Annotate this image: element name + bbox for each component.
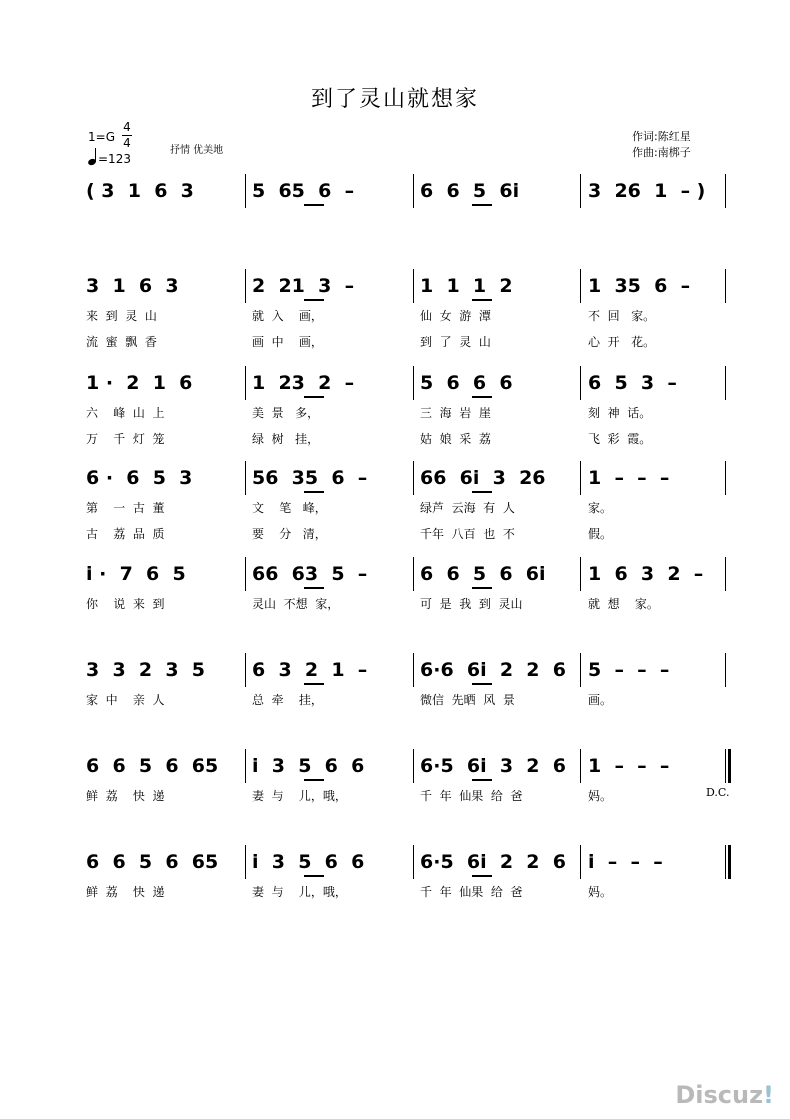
measure-notes: 56 35 6 – [252, 467, 368, 489]
barline [725, 461, 726, 495]
lyric-line-1: 画。 [588, 693, 613, 707]
measure-notes: 1 – – – [588, 755, 670, 777]
lyric-line-1: 千 年 仙果 给 爸 [420, 789, 523, 803]
score-system [0, 275, 790, 355]
beam-line [304, 396, 324, 398]
lyric-line-1: 妻 与 儿，哦， [252, 789, 347, 803]
measure-notes: 3 26 1 – ) [588, 180, 706, 202]
barline [245, 366, 246, 400]
barline [245, 174, 246, 208]
measure-notes: 5 – – – [588, 659, 670, 681]
composer-credit: 作曲:南梆子 [632, 146, 691, 159]
barline [413, 749, 414, 783]
lyric-line-1: 鲜 荔 快 递 [86, 885, 165, 899]
score-system [0, 659, 790, 739]
time-signature-bottom: 4 [123, 136, 131, 150]
watermark [675, 1081, 774, 1109]
measure-notes: 6 6 5 6i [420, 180, 520, 202]
lyric-line-2: 要 分 清， [252, 527, 327, 541]
measure-notes: 66 6i 3 26 [420, 467, 546, 489]
tempo-marking [88, 148, 131, 166]
watermark-mark: ! [763, 1081, 774, 1109]
beam-line [472, 299, 492, 301]
lyric-line-1: 总 牵 挂， [252, 693, 323, 707]
quarter-note-icon [88, 148, 98, 166]
lyric-line-1: 家。 [588, 501, 613, 515]
measure-notes: 2 21 3 – [252, 275, 355, 297]
measure-notes: 6 3 2 1 – [252, 659, 368, 681]
lyric-line-1: 第 一 古 董 [86, 501, 165, 515]
barline [725, 845, 726, 879]
barline [580, 461, 581, 495]
barline [580, 366, 581, 400]
beam-line [304, 875, 324, 877]
lyricist-credit: 作词:陈红星 [632, 130, 691, 143]
measure-notes: 1 · 2 1 6 [86, 372, 193, 394]
barline [245, 557, 246, 591]
measure-notes: i 3 5 6 6 [252, 851, 365, 873]
measure-notes: 3 1 6 3 [86, 275, 179, 297]
watermark-text: Discuz [675, 1081, 764, 1109]
lyric-line-1: 可 是 我 到 灵山 [420, 597, 523, 611]
lyric-line-1: 不 回 家。 [588, 309, 656, 323]
lyric-line-1: 绿芦 云海 有 人 [420, 501, 515, 515]
barline [725, 269, 726, 303]
barline [245, 749, 246, 783]
lyric-line-2: 画 中 画， [252, 335, 323, 349]
beam-line [472, 491, 492, 493]
score-system [0, 467, 790, 547]
lyric-line-2: 流 蜜 飘 香 [86, 335, 157, 349]
measure-notes: 1 35 6 – [588, 275, 691, 297]
lyric-line-2: 心 开 花。 [588, 335, 656, 349]
lyric-line-2: 到 了 灵 山 [420, 335, 491, 349]
lyric-line-1: 妈。 [588, 789, 613, 803]
measure-notes: 1 23 2 – [252, 372, 355, 394]
barline [413, 653, 414, 687]
lyric-line-1: 千 年 仙果 给 爸 [420, 885, 523, 899]
lyric-line-1: 家 中 亲 人 [86, 693, 165, 707]
barline [245, 653, 246, 687]
beam-line [472, 587, 492, 589]
lyric-line-1: 三 海 岩 崖 [420, 406, 491, 420]
barline [580, 653, 581, 687]
lyric-line-2: 绿 树 挂， [252, 432, 320, 446]
barline [245, 269, 246, 303]
lyric-line-1: 妻 与 儿，哦， [252, 885, 347, 899]
measure-notes: 6 5 3 – [588, 372, 677, 394]
lyric-line-2: 姑 娘 采 荔 [420, 432, 491, 446]
lyric-line-1: 就 想 家。 [588, 597, 659, 611]
measure-notes: i – – – [588, 851, 663, 873]
barline [580, 749, 581, 783]
beam-line [472, 875, 492, 877]
beam-line [472, 204, 492, 206]
tempo-value: =123 [98, 152, 131, 166]
measure-notes: 6 6 5 6 65 [86, 851, 219, 873]
lyric-line-1: 鲜 荔 快 递 [86, 789, 165, 803]
lyric-line-2: 假。 [588, 527, 613, 541]
beam-line [472, 683, 492, 685]
measure-notes: i 3 5 6 6 [252, 755, 365, 777]
barline [725, 174, 726, 208]
barline [580, 269, 581, 303]
measure-notes: 6 6 5 6 65 [86, 755, 219, 777]
expression-marking: 抒情 优美地 [170, 145, 224, 156]
score-system [0, 755, 790, 835]
beam-line [304, 299, 324, 301]
lyric-line-1: 来 到 灵 山 [86, 309, 157, 323]
measure-notes: 66 63 5 – [252, 563, 368, 585]
beam-line [472, 779, 492, 781]
barline [413, 557, 414, 591]
lyric-line-1: 仙 女 游 潭 [420, 309, 491, 323]
measure-notes: 6 6 5 6 6i [420, 563, 546, 585]
score-system [0, 851, 790, 931]
barline [725, 749, 726, 783]
lyric-line-1: 就 入 画， [252, 309, 323, 323]
time-signature-top: 4 [123, 120, 131, 134]
lyric-line-2: 万 千 灯 笼 [86, 432, 165, 446]
beam-line [304, 491, 324, 493]
measure-notes: 3 3 2 3 5 [86, 659, 206, 681]
final-barline [728, 749, 731, 783]
barline [413, 174, 414, 208]
measure-notes: 6·5 6i 3 2 6 [420, 755, 566, 777]
barline [580, 557, 581, 591]
beam-line [304, 587, 324, 589]
measure-notes: 1 1 1 2 [420, 275, 513, 297]
lyric-line-1: 刻 神 话。 [588, 406, 652, 420]
lyric-line-2: 古 荔 品 质 [86, 527, 165, 541]
score-system [0, 563, 790, 643]
time-signature [120, 120, 134, 151]
measure-notes: 5 65 6 – [252, 180, 355, 202]
barline [580, 845, 581, 879]
beam-line [304, 204, 324, 206]
beam-line [304, 779, 324, 781]
measure-notes: 1 – – – [588, 467, 670, 489]
lyric-line-1: 文 笔 峰， [252, 501, 327, 515]
barline [413, 461, 414, 495]
beam-line [304, 683, 324, 685]
measure-notes: 6 · 6 5 3 [86, 467, 193, 489]
lyric-line-2: 飞 彩 霞。 [588, 432, 652, 446]
barline [413, 269, 414, 303]
lyric-line-1: 六 峰 山 上 [86, 406, 165, 420]
barline [413, 366, 414, 400]
lyric-line-1: 妈。 [588, 885, 613, 899]
lyric-line-1: 你 说 来 到 [86, 597, 165, 611]
score-system [0, 180, 790, 260]
barline [725, 366, 726, 400]
barline [580, 174, 581, 208]
measure-notes: i · 7 6 5 [86, 563, 186, 585]
barline [725, 557, 726, 591]
score-system [0, 372, 790, 452]
lyric-line-1: 美 景 多， [252, 406, 320, 420]
measure-notes: 5 6 6 6 [420, 372, 513, 394]
barline [245, 461, 246, 495]
da-capo-marking: D.C. [706, 786, 730, 799]
beam-line [472, 396, 492, 398]
measure-notes: 6·6 6i 2 2 6 [420, 659, 566, 681]
measure-notes: 1 6 3 2 – [588, 563, 704, 585]
measure-notes: ( 3 1 6 3 [86, 180, 194, 202]
barline [725, 653, 726, 687]
key-signature: 1=G [88, 130, 115, 144]
lyric-line-1: 微信 先晒 风 景 [420, 693, 515, 707]
final-barline [728, 845, 731, 879]
barline [413, 845, 414, 879]
lyric-line-2: 千年 八百 也 不 [420, 527, 515, 541]
lyric-line-1: 灵山 不想 家， [252, 597, 340, 611]
barline [245, 845, 246, 879]
song-title: 到了灵山就想家 [310, 87, 479, 112]
measure-notes: 6·5 6i 2 2 6 [420, 851, 566, 873]
